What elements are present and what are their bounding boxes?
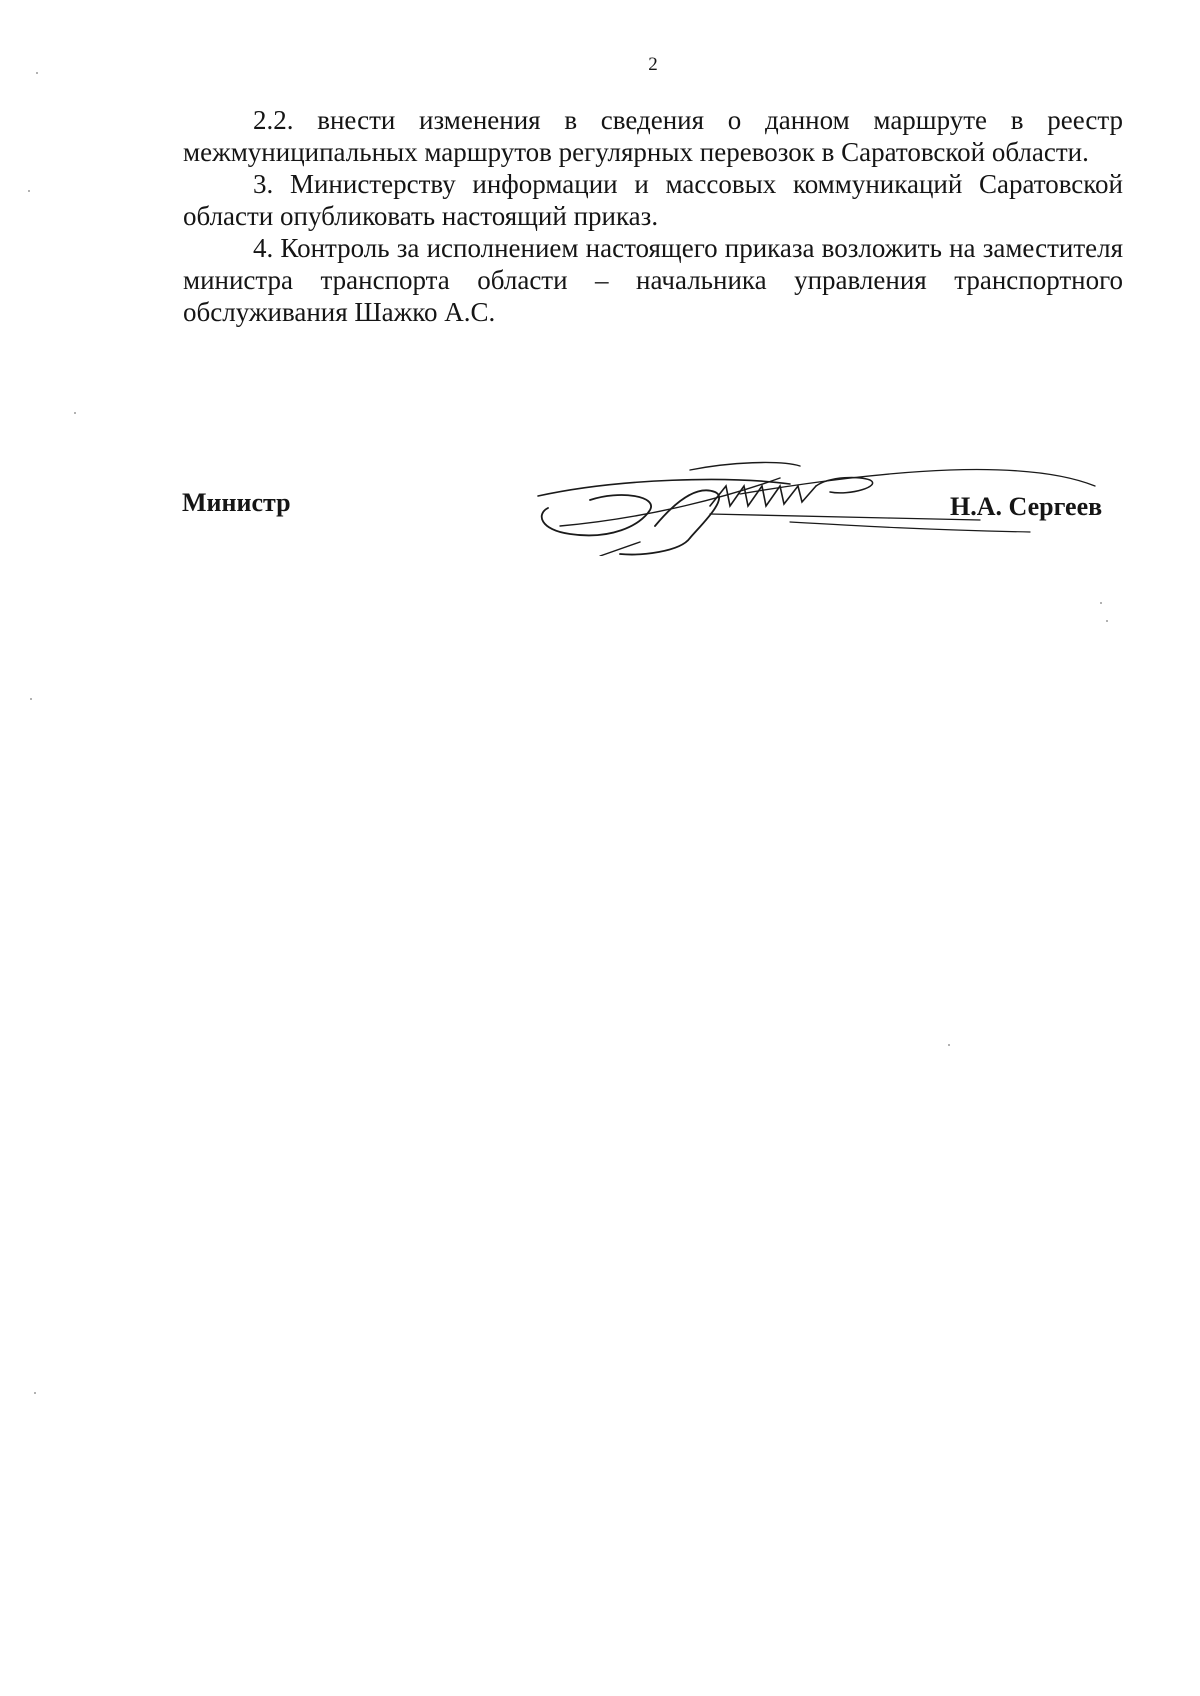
scan-speck xyxy=(948,1044,950,1046)
scan-speck xyxy=(28,190,30,192)
signature-role: Министр xyxy=(182,488,291,517)
scan-speck xyxy=(36,72,38,74)
paragraph-4: 4. Контроль за исполнением настоящего приказа возложить на заместителя министра транспорта области – начальника управления транспортного обслуживания Шажко А.С. xyxy=(183,233,1123,327)
scan-speck xyxy=(34,1392,36,1394)
paragraph-3: 3. Министерству информации и массовых коммуникаций Саратовской области опубликовать настоящий приказ. xyxy=(183,169,1123,231)
paragraph-2-2: 2.2. внести изменения в сведения о данном маршруте в реестр межмуниципальных маршрутов регулярных перевозок в Саратовской области. xyxy=(183,105,1123,167)
signature-name: Н.А. Сергеев xyxy=(950,492,1103,521)
body-text xyxy=(183,104,1123,328)
scan-speck xyxy=(1106,620,1108,622)
scan-speck xyxy=(30,698,32,700)
scan-speck xyxy=(1100,602,1102,604)
scan-speck xyxy=(74,412,76,414)
page-number: 2 xyxy=(648,54,658,75)
